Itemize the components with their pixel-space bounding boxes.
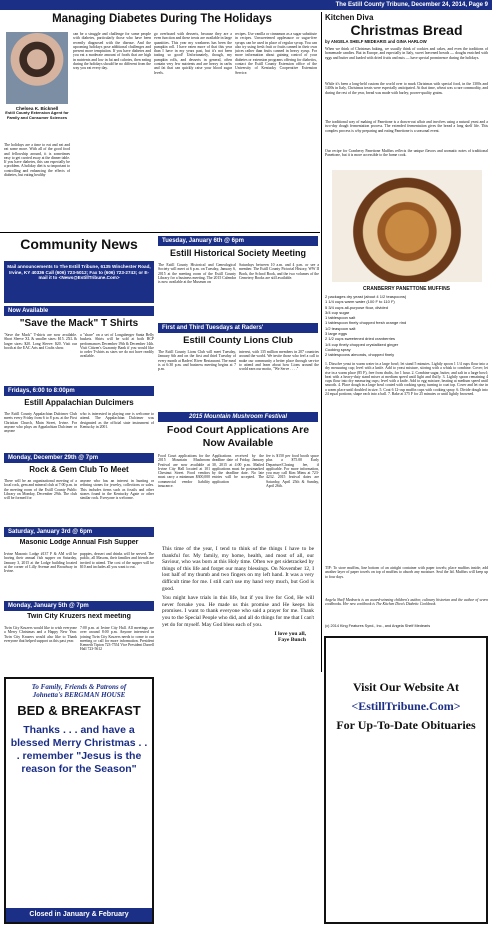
diabetes-col-1: The holidays are a time to eat and eat and eat some more. With all of the good food and fellowship around, it is sometimes easy to get carried away at the dinner table. If you have diabetes, this can especially be a problem. A holiday diet is so important to controlling and enhancing the effects of diabetes, but eating healthy bbox=[4, 143, 70, 178]
kitchen-diva-label: Kitchen Diva bbox=[325, 13, 374, 22]
rockgem-title: Rock & Gem Club To Meet bbox=[29, 465, 129, 474]
muffin-photo bbox=[332, 170, 482, 282]
fridays-bar: Fridays, 6:00 to 8:00pm bbox=[4, 386, 154, 396]
kitchen-text-3: The traditional way of making of Panettone is a drawn-out affair and involves using a natural yeast and a two-day dough fermentation process. The extended fermentation gives the bread a long shelf life. This complex process is why preparing and eating Panettone is a seasonal event. bbox=[325, 120, 488, 133]
kitchen-text-2: While it's been a long-held custom the world over to mark Christmas with special food, in the 1300s and 1400s in Italy, Christmas treats were especially anticipated. At that time, wheat was a rare commodity, and during the rest of the year, bread was made with barley, poorer-quality grains. bbox=[325, 82, 488, 95]
ingredient-item: 1/2 teaspoon salt bbox=[325, 325, 356, 331]
masonic-text-b: puppies, dessert and drinks will be served. The public, all Masons, their families and friends are invited to attend. The cost of the supper will be $10 and includes all you want to eat. bbox=[80, 552, 154, 569]
mushroom-banner: 2015 Mountain Mushroom Festival bbox=[158, 412, 318, 422]
bnb-line1: To Family, Friends & Patrons of bbox=[31, 683, 127, 691]
bnb-closed: Closed in January & February bbox=[6, 908, 152, 922]
diabetes-title bbox=[4, 13, 320, 31]
author-name: Chelsea K. Bicknell bbox=[15, 106, 59, 111]
dulcimers-text-a: The Estill County Appalachian Dulcimer Club meets every Friday from 6 to 8 p.m. at the First Christian Church, Main Street, Irvine. For anyone who plays an Appalachian Dulcimer or anyone bbox=[4, 412, 77, 434]
mushroom-text-b: Applications received by the deadline date of Friday, January 30, 2015 at 4:00 p.m. Mailed applications must be postmarked by the deadline date. No late entries will be accepted. The application bbox=[212, 454, 264, 484]
rockgem-text-a: There will be an organizational meeting of a local rock, gem and mineral club at 7:00 p.m. in the meeting room of the Estill County Public Library on Monday, December 29th. The club will be formed for bbox=[4, 479, 77, 501]
ingredient-item: 1 1/4 cups warm water (100 F to 110 F) bbox=[325, 299, 395, 305]
community-news-heading: Community News bbox=[20, 236, 138, 252]
ingredients-list bbox=[325, 294, 488, 360]
twincity-title: Twin City Kruzers next meeting bbox=[27, 613, 131, 620]
masonic-text-a: Irvine Masonic Lodge #137 F & AM will be having their annual fish supper on Saturday, January 3, 2015 at the Lodge building located at the corner of Lilly Avenue and Broadway in Irvine. bbox=[4, 552, 77, 574]
dulcimers-text-b: who is interested in playing one is welcome to attend. The Appalachian Dulcimer was designated as the official state instrument of Kentucky in 2001. bbox=[80, 412, 154, 429]
diabetes-headline: Managing Diabetes During The Holidays bbox=[52, 13, 272, 25]
community-news-title bbox=[4, 236, 154, 260]
twincity-text-a: Twin City Kruzers would like to wish everyone a Merry Christmas and a Happy New Year. Twin City Kruzers would also like to Thank everyone that helped support us this past year. bbox=[4, 626, 77, 643]
lions-title: Estill County Lions Club bbox=[183, 335, 293, 346]
kitchen-text-1: When we think of Christmas baking, we usually think of cookies and cakes, and even the traditions of homemade candies. But in Europe, and especially in Italy, sweet leavened breads — doughs enriched with eggs and butter and loaded with dried fruits and nuts — have special prominence during the holidays. bbox=[325, 47, 488, 60]
letter-body-2: You might have trials in this life, but if you live for God, He will never forsake you. He made us this promise and He keeps his promises. I want to thank everyone who said a prayer for me. Thank you to the Special People who did, and all do things for me that I can't yet do for myself. May God bless each of you. bbox=[162, 595, 314, 628]
historical-title: Estill Historical Society Meeting bbox=[169, 248, 307, 258]
ingredient-item: 5 3/4 cups all-purpose flour, divided bbox=[325, 304, 388, 310]
shirts-text-b: a "share" on a set of Longaberger Santa Belly baskets. Shirts will be sold at both RCP performances December 19th & December 14th. Visit Citizen's Guaranty Bank if you would like to order T-shirts as sizes we do not have readily available. bbox=[80, 333, 154, 359]
ingredient-item: 2 tablespoons almonds, chopped finely bbox=[325, 352, 395, 358]
website-ad-line1: Visit Our Website At bbox=[352, 680, 460, 694]
ingredient-item: Cooking spray bbox=[325, 346, 351, 352]
lions-text-a: The Estill County Lions Club will meet Tuesday, January 6th and on the first and third Tuesday of every month at Raders' River Restaurant. The meal is at 6:30 p.m. and business meeting begins at 7 p.m. bbox=[158, 350, 236, 372]
ingredient-item: 1 tablespoon finely chopped fresh orange rind bbox=[325, 320, 407, 326]
page-header: The Estill County Tribune, December 24, 2014, Page 9 bbox=[0, 0, 492, 10]
rule bbox=[0, 232, 320, 233]
ingredient-item: 2 packages dry yeast (about 4 1/2 teaspoons) bbox=[325, 294, 407, 299]
dulcimers-title: Estill Appalachian Dulcimers bbox=[24, 398, 134, 407]
lions-text-b: interest, with 135 million members in 207 countries around the world. We invite those who feel a call to make our community a better place through service to attend and learn about how Lions around the world earn our motto, "We Serve . . . ." bbox=[239, 350, 319, 372]
website-ad-line3: For Up-To-Date Obituaries bbox=[336, 718, 476, 732]
website-ad-url[interactable]: <EstillTribune.Com> bbox=[351, 699, 461, 713]
shirts-title: "Save the Mack" T Shirts bbox=[19, 318, 139, 329]
rule bbox=[321, 12, 322, 672]
twincity-text-b: 7:00 p.m. at Irvine City Hall. All meetings are over around 8:00 p.m. Anyone interested in joining Twin City Kruzers needs to come to our meeting or call for more information. President Kenneth Tipton 723-7554 Vice President Darrell Hall 723-5612 bbox=[80, 626, 154, 652]
shirts-text-a: "Save the Mack" T-shirts are now available. Short Sleeve XL & smaller sizes: $15. 2XL & larger sizes: $20. Long Sleeve: $20. Visit our booth at the EAC Arts and Crafts show. bbox=[4, 333, 77, 350]
letter-sign-1: I love you all, bbox=[274, 631, 306, 638]
historical-bar: Tuesday, January 6th @ 6pm bbox=[158, 236, 318, 246]
bnb-thanks: Thanks . . . and have a blessed Merry Christmas . . . remember "Jesus is the reason for the Season" bbox=[10, 724, 148, 775]
community-mail-box: Mail announcements to The Estill Tribune, 6135 Winchester Road, Irvine, KY 40336 Call (606) 723-5012; Fax to (606) 723-2743; or E-mail it to <News@EstillTribune.Com> bbox=[4, 261, 154, 303]
mushroom-text-c: fee is $150 per food booth space plus a $75.00 Early Departure/Closing fee, if applicable. For more information, you may call Kim Mims at 723-4232. 2015 festival dates are Saturday, April 25th & Sunday, April 26th. bbox=[266, 454, 319, 489]
mushroom-text-a: Food Court applications for the 2015 Mountain Mushroom Festival are now available at Irvine City Hall located at 101 Chestnut Street. Food vendors must carry a minimum $300,000 commercial vendor liability insurance. bbox=[158, 454, 210, 489]
now-available-bar: Now Available bbox=[4, 306, 154, 316]
recipe-title: CRANBERRY PANETTONE MUFFINS bbox=[362, 286, 451, 292]
ingredient-item: 3 large eggs bbox=[325, 331, 348, 337]
masonic-title: Masonic Lodge Annual Fish Supper bbox=[19, 539, 139, 546]
thank-you-letter bbox=[158, 546, 318, 924]
bnb-ad bbox=[4, 677, 154, 924]
lions-bar: First and Third Tuesdays at Raders' bbox=[158, 323, 318, 333]
rockgem-text-b: anyone who has an interest in hunting or refining stones for jewelry, collections or sales. This includes items such as fossils and other stones found in the Kentucky Agate or other similar rock. Everyone is welcome. bbox=[80, 479, 154, 501]
ingredient-item: 3/4 cup sugar bbox=[325, 309, 350, 315]
ingredient-item: 1/4 cup finely chopped crystallized ginger bbox=[325, 341, 399, 347]
historical-text-b: Saturdays between 10 a.m. and 4 p.m. or see a member. The Estill County Pictorial History, WW II Book, the School Book, and the two volumes of the Cemetery Books are still available. bbox=[239, 263, 319, 280]
ingredient-item: 1 tablespoon salt bbox=[325, 315, 356, 321]
recipe-steps: 1. Dissolve yeast in warm water in a large bowl; let stand 5 minutes. Lightly spoon 1 1/4 cups flour into a dry measuring cup; level with a knife. Add to yeast mixture, stirring with a whisk to combine. Cover; let rise in a warm place (85 F), free from drafts, for 1 hour. 2. Combine sugar, butter, and salt in a large bowl; beat with a heavy-duty stand mixer at medium speed until light and fluffy. 3. Lightly spoon remaining 4 cups flour into dry measuring cups; level with a knife. Add to egg mixture, beating at medium speed until smooth. 4. Place dough in a large bowl coated with cooking spray, turning to coat top. Cover and let rise in a warm place until doubled in size. 5. Coat 6 12-cup muffin cups with cooking spray. 6. Divide dough into 24 equal portions; shape each into a ball. 7. Bake at 375 F for 25 minutes or until lightly browned. bbox=[325, 362, 488, 397]
monday-bar: Monday, December 29th @ 7pm bbox=[4, 453, 154, 463]
recipe-tip: TIP: To store muffins, line bottom of an airtight container with paper towels; place muffins inside; add another layer of paper towels on top of muffins to absorb any moisture. Seal the lid. Muffins will keep up to four days. bbox=[325, 566, 488, 579]
diabetes-col-3: go overboard with desserts, because they are a even function and these treats are available in large quantities. This year my weakness has been the pumpkin roll. I have eaten more of that this year than I have in my years past, but it's not been tasting so good! Unfortunately, though, my pumpkin rolls, and desserts in general, often contain very few nutrients and are heavy in carbs and fat that can quickly raise your blood sugar levels. bbox=[154, 32, 232, 75]
kitchen-title: Christmas Bread bbox=[350, 22, 463, 37]
author-photo bbox=[6, 32, 68, 104]
diabetes-col-4: recipes. Use vanilla or cinnamon as a sugar substitute in recipes. Unsweetened applesauce or sugar-free syrups can be used in place of regular syrup. You can also try using fresh fruit or fruits canned in their own juices rather than fruits canned in heavy syrup. For more information about gaining control of your diabetes or extension programs offering for diabetics, contact the Estill County Extension office of the University of Kentucky Cooperative Extension Service. bbox=[235, 32, 317, 75]
kitchen-text-4: Our recipe for Cranberry Panettone Muffins reflects the unique flavors and aromatic notes of traditional Panettone, but it is more accessible to the home cook. bbox=[325, 149, 488, 158]
bnb-big: BED & BREAKFAST bbox=[17, 703, 141, 718]
website-ad bbox=[324, 636, 488, 924]
ingredient-item: 2 1/2 cups sweetened dried cranberries bbox=[325, 336, 396, 342]
mushroom-title: Food Court Applications Are Now Available bbox=[166, 424, 310, 449]
kitchen-copyright: (c) 2014 King Features Synd., Inc., and Angela Shelf Medearis bbox=[325, 624, 431, 628]
author-caption bbox=[4, 106, 70, 142]
author-role: Estill County Extension Agent for Family and Consumer Sciences bbox=[5, 110, 69, 120]
kitchen-byline: by ANGELA SHELF MEDEARIS and GINA HARLOW bbox=[325, 39, 427, 44]
recipe-title-wrap bbox=[325, 286, 488, 293]
saturday-bar: Saturday, January 3rd @ 6pm bbox=[4, 527, 154, 537]
kitchen-diva-header bbox=[325, 13, 488, 37]
kitchen-footer: Angela Shelf Medearis is an award-winning children's author, culinary historian and the author of seven cookbooks. Her new cookbook is The Kitchen Diva's Diabetic Cookbook. bbox=[325, 598, 488, 607]
letter-body: This time of the year, I tend to think of the things I have to be thankful for. My family, my home, health, and most of all, our Saviour, who was born at this Holy time. Often we get sidetracked by things of this life and forget our many blessings. On November 12, I lost half of my thumb and two fingers on my left hand. It was a very difficult time for me. I still can't use my hand very much, but God is good. bbox=[162, 546, 314, 592]
diabetes-col-2: can be a struggle and challenge for some people with diabetes, particularly those who have been recently diagnosed with the disease. And the upcoming holidays pose additional challenges and present more temptation. If you have diabetes and you eat a moderate amount of foods that are high in nutrients and low in fat and calories, then eating during the holidays should be no different from the way you eat every day. bbox=[73, 32, 151, 71]
letter-sign-2: Faye Bunch bbox=[278, 637, 306, 644]
bnb-line2: Johnetta's BERGMAN HOUSE bbox=[32, 691, 126, 699]
historical-text-a: The Estill County Historical and Genealogical Society will meet at 6 p.m. on Tuesday, January 6, 2015 at the meeting room of the Estill County Library for a business meeting. The 2015 Calendar is now available at the Museum on bbox=[158, 263, 236, 285]
monday2-bar: Monday, January 5th @ 7pm bbox=[4, 601, 154, 611]
